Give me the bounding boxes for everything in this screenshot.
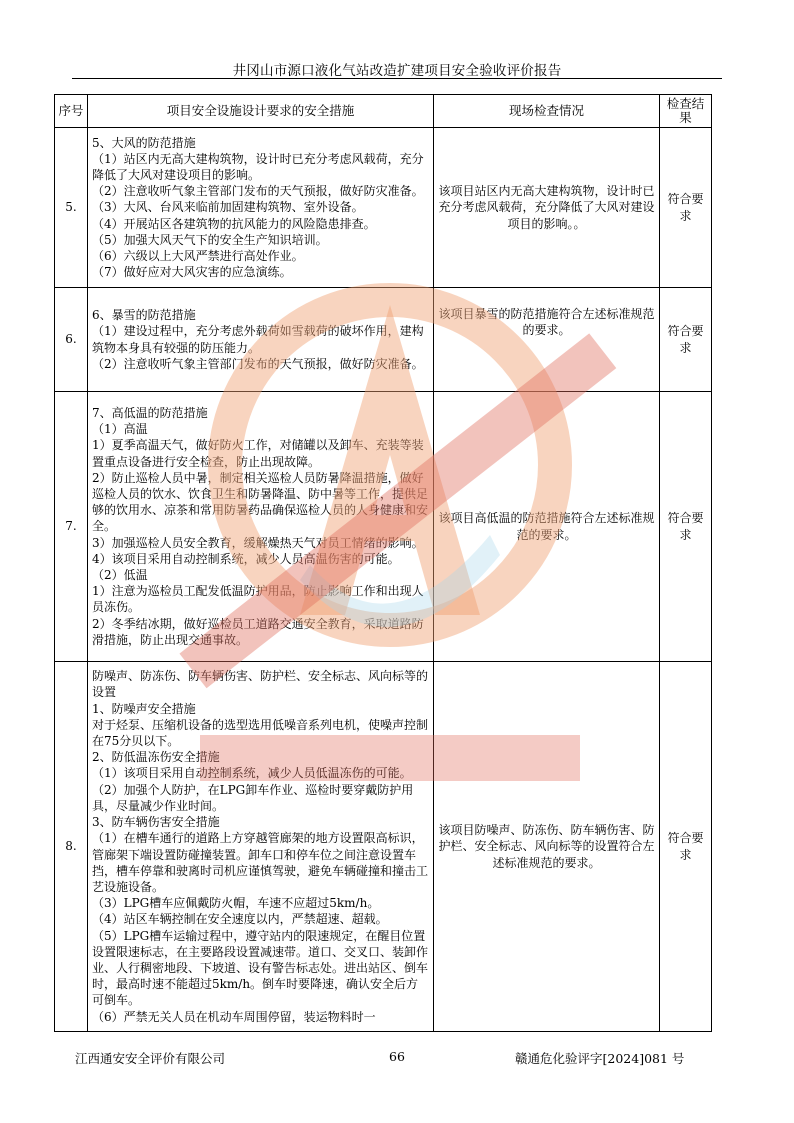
measure-line: （1）在槽车通行的道路上方穿越管廊架的地方设置限高标识，管廊架下端设置防碰撞装置。卸车口和停车位之间注意设置车挡，槽车停靠和驶离时司机应谨慎驾驶，避免车辆碰撞和撞击工艺设施设备。 [92, 831, 429, 894]
row-measure [88, 128, 434, 288]
safety-measures-table [54, 94, 712, 1032]
measure-line: 3）加强巡检人员安全教育，缓解燥热天气对员工情绪的影响。 [92, 535, 424, 550]
table-row [55, 288, 712, 392]
footer-page-number: 66 [389, 1049, 405, 1064]
row-result: 符合要求 [660, 392, 712, 662]
measure-line: （2）注意收听气象主管部门发布的天气预报，做好防灾准备。 [92, 356, 424, 371]
row-check: 该项目站区内无高大建构筑物，设计时已充分考虑风载荷，充分降低了大风对建设项目的影响。。 [434, 128, 660, 288]
measure-line: （5）加强大风天气下的安全生产知识培训。 [92, 232, 328, 247]
row-measure [88, 662, 434, 1032]
footer-doc-number: 赣通危化验评字[2024]081 号 [515, 1051, 685, 1066]
row-check: 该项目防噪声、防冻伤、防车辆伤害、防护栏、安全标志、风向标等的设置符合左述标准规范的要求。 [434, 662, 660, 1032]
row-result: 符合要求 [660, 662, 712, 1032]
measure-line: （2）低温 [92, 568, 148, 582]
measure-line: 1）夏季高温天气，做好防火工作，对储罐以及卸车、充装等装置重点设备进行安全检查，防止出现故障。 [92, 438, 424, 469]
header-check: 现场检查情况 [434, 95, 660, 128]
measure-line: 1）注意为巡检员工配发低温防护用品，防止影响工作和出现人员冻伤。 [92, 584, 424, 615]
measure-line: 1、防噪声安全措施 [92, 701, 196, 716]
measure-line: （1）建设过程中，充分考虑外载荷如雪载荷的破坏作用，建构筑物本身具有较强的防压能力。 [92, 324, 424, 355]
measure-line: （4）站区车辆控制在安全速度以内，严禁超速、超载。 [92, 912, 388, 927]
measure-line: 6、暴雪的防范措施 [92, 308, 196, 323]
row-no: 6. [55, 288, 88, 392]
measure-line: 防噪声、防冻伤、防车辆伤害、防护栏、安全标志、风向标等的设置 [92, 669, 429, 700]
row-result: 符合要求 [660, 128, 712, 288]
measure-line: （1）站区内无高大建构筑物，设计时已充分考虑风载荷，充分降低了大风对建设项目的影响。 [92, 151, 424, 182]
measure-line: （7）做好应对大风灾害的应急演练。 [92, 265, 292, 280]
measure-line: 5、大风的防范措施 [92, 135, 196, 150]
row-result: 符合要求 [660, 288, 712, 392]
measure-line: （5）LPG槽车运输过程中，遵守站内的限速规定，在醒目位置设置限速标志，在主要路段设置减速带。道口、交叉口、装卸作业、人行稠密地段、下坡道、设有警告标志处。进出站区、倒车时，最高时速不能超过5km/h。倒车时要降速，确认安全后方可倒车。 [92, 928, 429, 1008]
measure-line: 2）冬季结冰期，做好巡检员工道路交通安全教育，采取道路防滑措施，防止出现交通事故。 [92, 616, 424, 647]
row-check: 该项目高低温的防范措施符合左述标准规范的要求。 [434, 392, 660, 662]
row-no: 8. [55, 662, 88, 1032]
measure-line: （3）大风、台风来临前加固建构筑物、室外设备。 [92, 200, 364, 215]
table-row [55, 392, 712, 662]
table-header-row [55, 95, 712, 128]
measure-line: （6）严禁无关人员在机动车周围停留，装运物料时一 [92, 1009, 376, 1024]
footer-company: 江西通安安全评价有限公司 [75, 1051, 226, 1066]
measure-line: 4）该项目采用自动控制系统，减少人员高温伤害的可能。 [92, 551, 400, 566]
header-result: 检查结果 [660, 95, 712, 128]
row-measure [88, 392, 434, 662]
table-row [55, 128, 712, 288]
measure-line: 7、高低温的防范措施 [92, 405, 208, 420]
header-no: 序号 [55, 95, 88, 128]
measure-line: 3、防车辆伤害安全措施 [92, 815, 220, 830]
row-check: 该项目暴雪的防范措施符合左述标准规范的要求。 [434, 288, 660, 392]
measure-line: （2）加强个人防护，在LPG卸车作业、巡检时要穿戴防护用具，尽量减少作业时间。 [92, 782, 414, 813]
measure-line: （1）该项目采用自动控制系统，减少人员低温冻伤的可能。 [92, 766, 412, 781]
measure-line: （2）注意收听气象主管部门发布的天气预报，做好防灾准备。 [92, 184, 424, 199]
row-no: 7. [55, 392, 88, 662]
table-row [55, 662, 712, 1032]
page-header-title: 井冈山市源口液化气站改造扩建项目安全验收评价报告 [232, 63, 562, 79]
measure-line: 2、防低温冻伤安全措施 [92, 750, 220, 765]
measure-line: （3）LPG槽车应佩戴防火帽，车速不应超过5km/h。 [92, 896, 380, 911]
row-measure [88, 288, 434, 392]
measure-line: （1）高温 [92, 422, 148, 437]
measure-line: （4）开展站区各建筑物的抗风能力的风险隐患排查。 [92, 216, 376, 231]
measure-line: （6）六级以上大风严禁进行高处作业。 [92, 249, 304, 263]
measure-line: 对于烃泵、压缩机设备的选型选用低噪音系列电机，使噪声控制在75分贝以下。 [92, 717, 429, 749]
header-measure: 项目安全设施设计要求的安全措施 [88, 95, 434, 128]
row-no: 5. [55, 128, 88, 288]
header-rule [72, 78, 722, 79]
measure-line: 2）防止巡检人员中暑，制定相关巡检人员防暑降温措施，做好巡检人员的饮水、饮食卫生和防暑降温、防中暑等工作，提供足够的饮用水、凉茶和常用防暑药品确保巡检人员的人身健康和安全。 [92, 470, 429, 534]
